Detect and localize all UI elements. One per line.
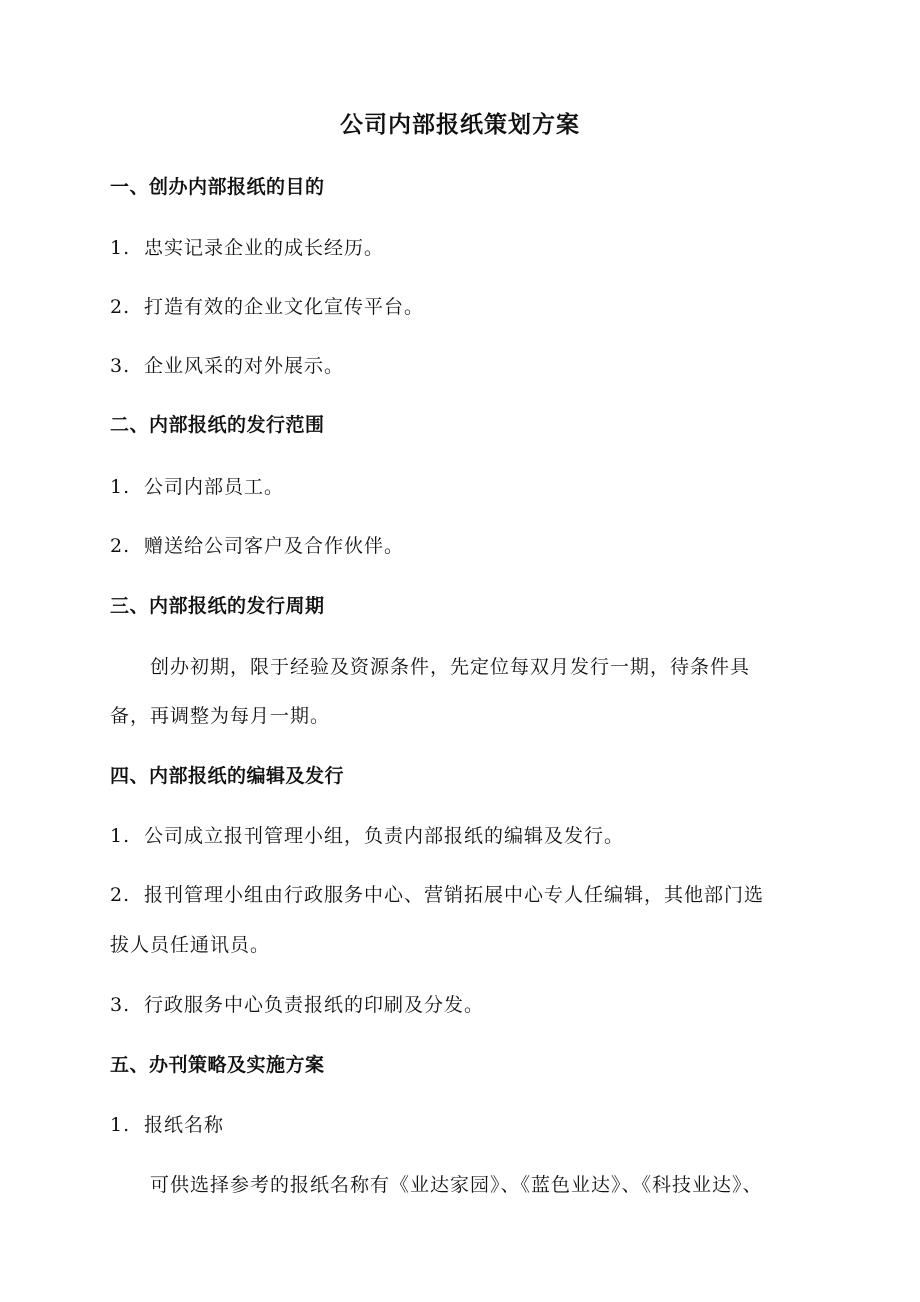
item-number: 3. (110, 994, 131, 1016)
item-number: 1. (110, 1114, 131, 1136)
section-heading-2: 二、内部报纸的发行范围 (110, 414, 325, 436)
paragraph-line: 可供选择参考的报纸名称有《业达家园》、《蓝色业达》、《科技业达》、 (150, 1174, 763, 1196)
item-text: 公司内部员工。 (144, 476, 285, 498)
list-item (110, 990, 484, 1020)
item-number: 2. (110, 296, 131, 318)
item-text: 报刊管理小组由行政服务中心、营销拓展中心专人任编辑，其他部门选 (144, 884, 765, 906)
item-text: 忠实记录企业的成长经历。 (144, 237, 385, 259)
list-item (110, 351, 344, 381)
list-item (110, 531, 404, 561)
list-item (110, 472, 284, 502)
item-text: 公司成立报刊管理小组，负责内部报纸的编辑及发行。 (144, 825, 625, 847)
list-item (110, 821, 624, 851)
list-item (110, 1110, 224, 1140)
paragraph-line: 创办初期，限于经验及资源条件，先定位每双月发行一期，待条件具 (150, 656, 751, 678)
section-heading-3: 三、内部报纸的发行周期 (110, 595, 325, 617)
list-item-continuation: 拔人员任通讯员。 (110, 934, 271, 956)
section-heading-1: 一、创办内部报纸的目的 (110, 176, 325, 198)
document-title: 公司内部报纸策划方案 (340, 111, 580, 138)
item-number: 3. (110, 355, 131, 377)
item-number: 1. (110, 476, 131, 498)
item-number: 2. (110, 884, 131, 906)
item-number: 1. (110, 237, 131, 259)
item-text: 打造有效的企业文化宣传平台。 (144, 296, 425, 318)
item-number: 2. (110, 535, 131, 557)
list-item (110, 292, 424, 322)
item-text: 赠送给公司客户及合作伙伴。 (144, 535, 405, 557)
item-text: 企业风采的对外展示。 (144, 355, 345, 377)
item-text: 报纸名称 (144, 1114, 225, 1136)
list-item (110, 880, 764, 910)
list-item (110, 233, 384, 263)
section-heading-4: 四、内部报纸的编辑及发行 (110, 765, 345, 787)
paragraph-line: 备，再调整为每月一期。 (110, 705, 331, 727)
section-heading-5: 五、办刊策略及实施方案 (110, 1054, 325, 1076)
item-text: 行政服务中心负责报纸的印刷及分发。 (144, 994, 485, 1016)
item-number: 1. (110, 825, 131, 847)
